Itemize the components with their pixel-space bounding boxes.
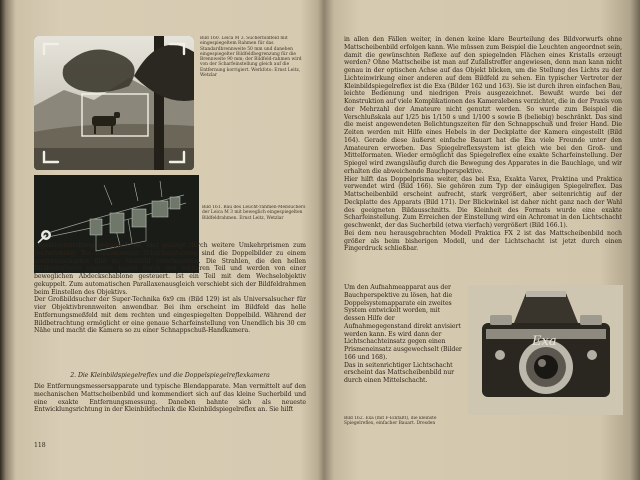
right-page [330, 0, 636, 480]
left-page [10, 0, 322, 480]
camera-graphic [468, 285, 623, 415]
left-paragraph: Objektiveinstellung gekuppelt ist, und gelangt durch weitere Umkehrprismen zum Sucherokular. Bei vollkommener Scharfeinstellung sind die Doppelbilder zu einem konturenscharfen Bild im Meßfeld verschmolzen. Die Strahlen, die den hellen Bildfeldrahmen ergeben, laufen durch den mittleren Teil und werden von einer beweglichen Abdeckschablone gesteuert. Ist ein Teil mit dem Wechselobjektiv gekuppelt. Zum automatischen Parallaxenausgleich verschiebt sich der Bildfeldrahmen beim Einstellen des Objektivs. [34, 242, 306, 296]
exa-logo: Exa [532, 334, 557, 349]
right-paragraph: Bei dem neu herausgebrachten Modell Praktica FX 2 ist das Mattscheibenbild noch größer als beim bisherigen Modell, und der Lichtschacht ist jetzt durch einen Fingerdruck schließbar. [344, 229, 622, 253]
exa-camera-photo [468, 285, 623, 415]
right-paragraph: Hier hilft das Doppelprisma weiter, das bei Exa, Exakta Varex, Praktina und Praktica verwendet wird (Bild 166). Sie gehören zum Typ der einäugigen Spiegelreflex. Das Mattscheibenbild erscheint aufrecht, stark vergrößert, aber seitenrichtig auf der Deckplatte des Apparats (Bild 171). Der Blickwinkel ist daher nicht ganz nach der Wahl des geeigneten Bildausschnitts. Die Kleinheit des Formats wurde eine exakte Scharfeinstellung. Zum Erreichen der Einstellung wird ein Achromat in den Lichtschacht geschwenkt, der das Sucherbild (etwa vierfach) vergrößert (Bild 166.1). [344, 175, 622, 229]
photo-graphic [34, 36, 194, 170]
right-paragraph: in allen den Fällen weiter, in denen keine klare Beurteilung des Bildvorwurfs ohne Mattscheibenbild erfolgen kann. Wie müssen zum Beispiel die Leuchten angeordnet sein, damit die gewünschten Reflexe auf den spiegelnden Flächen eines Kristalls erzeugt werden? Ohne Mattscheibe ist man auf Zufallstreffer angewiesen, denn man kann nicht genau in der optischen Achse auf das Objekt blicken, um die Stellung des Lichts zu der Lichteinwirkung einer anderen auf dem Bildfeld zu sehen. Ein typischer Vertreter der Kleinbildspiegelreflex ist die Exa (Bilder 162 und 163). Sie ist durch ihren einfachen Bau, leichte Bedienung und niedrigen Preis ausgezeichnet. Bewußt wurde bei der Konstruktion auf viele Komplikationen des Kameralebens verzichtet, die in der Praxis von der Mehrzahl der Amateure nicht genutzt werden. So wurde zum Beispiel die Verschlußskala auf 1/25 bis 1/150 s und 1/100 s sowie B (beliebig) beschränkt. Das sind die meist angewendeten Belichtungszeiten für den Schnappschuß und freier Hand. Die Zeiten werden mit Hilfe eines Hebels in der Deckplatte der Kamera eingestellt (Bild 164). Gerade diese äußerst einfache Bauart hat die Exa viele Freunde unter den Amateuren erworben. Das Spiegelreflexsystem ist gleich wie bei den Groß- und Mittelformaten. Wieder ermöglicht das Spiegelreflex eine exakte Scharfeinstellung. Der Spiegel wird zwangsläufig durch die Bewegung des Apparates in die Bauchlage, und wir erhalten die abweichende Bauchperspektive. [344, 36, 622, 175]
left-section-text [34, 383, 306, 431]
figure-161-caption: Bild 161. Bau des Leucht-rahmen-Meßsuchers der Leica M 3 mit beweglich eingespiegelten Bildfeldrahmen. Ernst Leitz, Wetzlar [202, 205, 306, 221]
right-body-text-column [344, 284, 462, 416]
left-paragraph: Die Entfernungsmessersapparate und typische Blendapparate. Man vermittelt auf den mechanischen Mattscheibenbild und kommendiert sich auf das kleine Sucherbild und eine exakte Entfernungsmessung. Daneben bahnte sich als neueste Entwicklungsrichtung in der Kleinbildtechnik die Kleinbildspiegelreflex an. Sie hilft [34, 383, 306, 414]
figure-162-caption: Bild 162. Exa (mit F-Einfaßt), die kleinste Spiegelreflex, einfacher Bauart. Dresden [344, 416, 437, 427]
left-paragraph: Der Großbildsucher der Super-Technika 6x9 cm (Bild 129) ist als Universalsucher für vier Objektivbrennweiten anwendbar. Bei ihm erscheint im Bildfeld das helle Entfernungsmeßfeld mit dem rechten und eingespiegelten Doppelbild. Während der Bildbetrachtung ermöglicht er eine genaue Scharfeinstellung von Unendlich bis 30 cm Nähe und macht die Kamera so zu einer Schnappschuß-Handkamera. [34, 296, 306, 335]
left-body-text [34, 242, 306, 366]
page-number: 118 [34, 442, 46, 449]
right-body-text-top [344, 36, 622, 282]
figure-160-caption: Bild 160. Leica M 3. Sucherbildfeld mit eingespiegeltem Rahmen für das Standardbrennweite 50 mm und daneben eingespiegelter Bildfeldbegrenzung für die Brennweite 90 mm; der Bildfeld-rahmen wird von der Scharfeinstellung gleich auf die Entfernung korrigiert. Werkfoto: Ernst Leitz, Wetzlar [200, 36, 302, 79]
section-heading: 2. Die Kleinbildspiegelreflex und die Doppelspiegelreflexkamera [70, 372, 270, 379]
viewfinder-landscape-photo [34, 36, 194, 170]
right-paragraph: Um den Aufnahmeapparat aus der Bauchperspektive zu lösen, hat die Doppelsystemapparate ein zweites System entwickelt worden, mit dessen Hilfe der Aufnahmegegenstand direkt anvisiert werden kann. Es wird dann der Lichtschachteinsatz gegen einen Prismeneinsatz ausgewechselt (Bilder 166 und 168). [344, 284, 462, 361]
right-paragraph: Das in seitenrichtiger Lichtschacht erscheint das Mattscheibenbild nur durch einen Mittelschacht. [344, 361, 455, 384]
